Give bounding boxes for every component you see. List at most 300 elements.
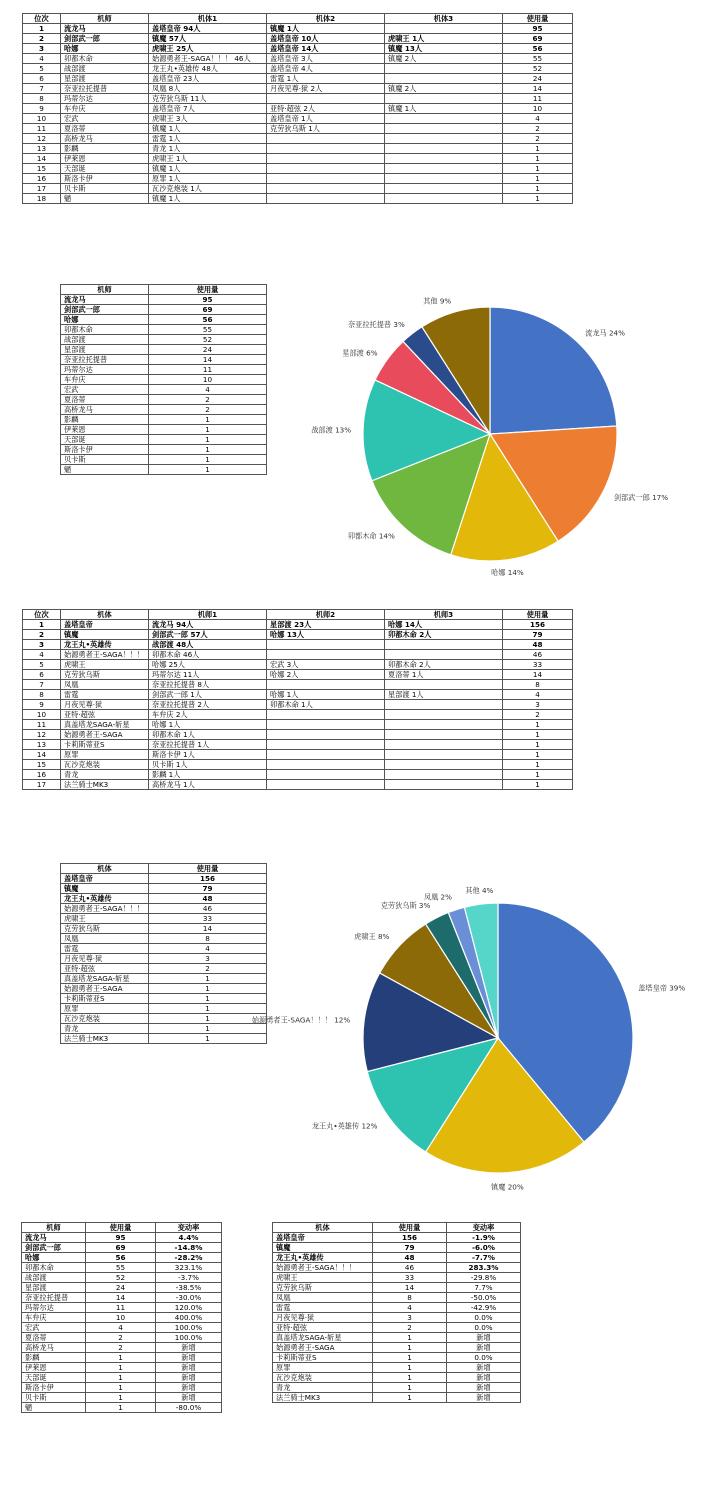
table-row <box>23 134 573 144</box>
table-cell: 56 <box>149 315 267 325</box>
table-cell: 车弁庆 2人 <box>149 710 267 720</box>
table-cell: 法兰骑士MK3 <box>61 780 149 790</box>
table-row <box>23 720 573 730</box>
pilot-usage-pie-chart <box>290 280 720 580</box>
table-cell: 2 <box>149 405 267 415</box>
table-cell: 瓦沙克炮装 1人 <box>149 184 267 194</box>
table-cell: 雷霆 <box>61 690 149 700</box>
table-row <box>23 44 573 54</box>
column-header: 使用量 <box>149 285 267 295</box>
table-row <box>22 1323 222 1333</box>
table-cell: 新增 <box>447 1373 521 1383</box>
table-cell: 始源勇者王-SAGA！！！ <box>61 650 149 660</box>
table-cell: 52 <box>503 64 573 74</box>
table-cell: 盖塔皇帝 94人 <box>149 24 267 34</box>
table-cell: 卯都木命 2人 <box>385 630 503 640</box>
table-cell: 凤凰 <box>61 680 149 690</box>
table-cell: 雷霆 <box>61 944 149 954</box>
table-cell: 6 <box>23 670 61 680</box>
table-cell: -38.5% <box>156 1283 222 1293</box>
table-row <box>61 944 267 954</box>
table-cell: 1 <box>149 1004 267 1014</box>
column-header: 机师2 <box>267 610 385 620</box>
table-cell: 8 <box>373 1293 447 1303</box>
table-cell: 新增 <box>447 1343 521 1353</box>
table-row <box>23 770 573 780</box>
table-row <box>23 700 573 710</box>
table-cell: 青龙 <box>61 1024 149 1034</box>
table-cell: 3 <box>149 954 267 964</box>
table-cell: 18 <box>23 194 61 204</box>
table-row <box>23 780 573 790</box>
pie-data-label: 卯都木命 14% <box>347 531 395 541</box>
table-cell: 剑部武一郎 <box>61 305 149 315</box>
table-row <box>61 914 267 924</box>
table-cell: 盖塔皇帝 23人 <box>149 74 267 84</box>
table-cell: 法兰骑士MK3 <box>273 1393 373 1403</box>
table-cell: 1 <box>86 1373 156 1383</box>
table-cell: 156 <box>373 1233 447 1243</box>
table-row <box>61 315 267 325</box>
table-cell: 8 <box>503 680 573 690</box>
table-cell: -1.9% <box>447 1233 521 1243</box>
table-cell: 原罪 <box>61 1004 149 1014</box>
table-row <box>61 365 267 375</box>
table-cell: 4 <box>86 1323 156 1333</box>
table-cell: 55 <box>149 325 267 335</box>
table-cell: 69 <box>503 34 573 44</box>
table-row <box>61 435 267 445</box>
table-cell: 7 <box>23 680 61 690</box>
table-cell: 流龙马 <box>61 24 149 34</box>
table-cell: 月夜见尊·狱 2人 <box>267 84 385 94</box>
table-cell: 盖塔皇帝 14人 <box>267 44 385 54</box>
table-cell: 52 <box>149 335 267 345</box>
table-cell: 镇魔 1人 <box>149 124 267 134</box>
column-header: 使用量 <box>373 1223 447 1233</box>
table-cell <box>267 94 385 104</box>
table-cell: 车弁庆 <box>22 1313 86 1323</box>
table-cell: 始源勇者王-SAGA！！！ <box>273 1263 373 1273</box>
table-cell: 9 <box>23 104 61 114</box>
table-cell: 120.0% <box>156 1303 222 1313</box>
table-cell: 凤凰 <box>61 934 149 944</box>
pie-data-label: 流龙马 24% <box>585 328 625 338</box>
table-cell: 剑部武一郎 <box>22 1243 86 1253</box>
table-cell <box>385 114 503 124</box>
table-cell: 17 <box>23 184 61 194</box>
table-row <box>23 64 573 74</box>
table-row <box>61 934 267 944</box>
pie-data-label: 战部渡 13% <box>311 425 352 435</box>
table-cell: 克劳狄乌斯 <box>61 924 149 934</box>
table-cell: 奈亚拉托提普 1人 <box>149 740 267 750</box>
table-cell: -28.2% <box>156 1253 222 1263</box>
pie-data-label: 镇魔 20% <box>491 1182 524 1192</box>
table-cell: 14 <box>23 750 61 760</box>
table-cell: 156 <box>503 620 573 630</box>
table-cell <box>385 770 503 780</box>
table-cell: 卯都木命 1人 <box>267 700 385 710</box>
table-cell: 宏武 <box>61 385 149 395</box>
table-cell: 月夜见尊·狱 <box>273 1313 373 1323</box>
table-row <box>22 1303 222 1313</box>
table-cell <box>385 94 503 104</box>
column-header: 机师 <box>22 1223 86 1233</box>
table-cell: 始源勇者王-SAGA <box>273 1343 373 1353</box>
table-cell: 7 <box>23 84 61 94</box>
column-header: 位次 <box>23 610 61 620</box>
table-cell: 影麟 <box>61 144 149 154</box>
table-row <box>273 1253 521 1263</box>
table-cell: 1 <box>373 1343 447 1353</box>
table-cell: 1 <box>86 1363 156 1373</box>
table-row <box>22 1393 222 1403</box>
table-cell: 镇魔 57人 <box>149 34 267 44</box>
table-cell: 1 <box>373 1333 447 1343</box>
table-row <box>23 144 573 154</box>
table-cell <box>385 164 503 174</box>
table-row <box>273 1303 521 1313</box>
table-row <box>61 884 267 894</box>
pie-data-label: 哈娜 14% <box>491 567 524 577</box>
table-cell: 虎啸王 <box>61 914 149 924</box>
table-row <box>23 650 573 660</box>
table-cell: 2 <box>149 395 267 405</box>
table-cell: 哈娜 14人 <box>385 620 503 630</box>
table-cell: 斯洛卡伊 1人 <box>149 750 267 760</box>
table-cell: 56 <box>86 1253 156 1263</box>
table-cell <box>385 650 503 660</box>
table-row <box>273 1323 521 1333</box>
table-cell: 48 <box>149 894 267 904</box>
table-row <box>61 425 267 435</box>
table-cell: 车弁庆 <box>61 104 149 114</box>
table-cell: 宏武 <box>22 1323 86 1333</box>
table-row <box>61 1014 267 1024</box>
table-row <box>273 1293 521 1303</box>
table-cell: 100.0% <box>156 1333 222 1343</box>
table-row <box>273 1383 521 1393</box>
table-cell: 雷霆 1人 <box>267 74 385 84</box>
table-cell <box>385 144 503 154</box>
table-cell: 95 <box>149 295 267 305</box>
table-cell: 8 <box>23 690 61 700</box>
table-row <box>23 164 573 174</box>
table-cell <box>267 740 385 750</box>
pie-data-label: 凤凰 2% <box>423 892 452 902</box>
table-cell: 镇魔 1人 <box>149 164 267 174</box>
table-cell: 24 <box>149 345 267 355</box>
pie-data-label: 其他 9% <box>423 296 452 306</box>
table-cell <box>267 770 385 780</box>
table-cell <box>267 184 385 194</box>
table-cell: 5 <box>23 64 61 74</box>
table-cell: 1 <box>503 760 573 770</box>
table-cell: 镇魔 <box>273 1243 373 1253</box>
pie-data-label: 龙王丸•英雄传 12% <box>311 1121 378 1131</box>
table-cell: 玛蒂尔达 <box>61 365 149 375</box>
table-cell: 天部诞 <box>61 435 149 445</box>
table-cell: 1 <box>373 1393 447 1403</box>
table-cell <box>267 194 385 204</box>
table-cell: 3 <box>503 700 573 710</box>
table-cell <box>267 730 385 740</box>
table-cell: 156 <box>149 874 267 884</box>
table-cell: 1 <box>503 770 573 780</box>
table-cell: 瓦沙克炮装 <box>61 760 149 770</box>
table-cell: 323.1% <box>156 1263 222 1273</box>
table-cell: 盖塔皇帝 4人 <box>267 64 385 74</box>
table-cell: 2 <box>23 34 61 44</box>
table-cell: 凤凰 <box>273 1293 373 1303</box>
table-row <box>273 1393 521 1403</box>
column-header: 机体1 <box>149 14 267 24</box>
table-cell: 伊莱恩 <box>22 1363 86 1373</box>
table-row <box>23 154 573 164</box>
table-cell: 7.7% <box>447 1283 521 1293</box>
table-cell: 亚特·超弦 <box>61 710 149 720</box>
pie-data-label: 剑部武一郎 17% <box>613 493 669 503</box>
table-row <box>61 994 267 1004</box>
table-cell: 新增 <box>447 1393 521 1403</box>
table-cell <box>385 24 503 34</box>
table-cell: 4 <box>149 385 267 395</box>
table-cell: 玛蒂尔达 <box>61 94 149 104</box>
table-cell: 9 <box>23 700 61 710</box>
table-row <box>23 740 573 750</box>
table-cell: 高桥龙马 <box>61 134 149 144</box>
table-row <box>23 184 573 194</box>
table-cell: 10 <box>503 104 573 114</box>
table-cell: 新增 <box>447 1363 521 1373</box>
table-cell <box>385 710 503 720</box>
pie-data-label: 克劳狄乌斯 3% <box>380 901 431 911</box>
table-cell: 14 <box>503 84 573 94</box>
table-cell: 14 <box>149 355 267 365</box>
table-row <box>23 194 573 204</box>
table-cell: 0.0% <box>447 1323 521 1333</box>
table-cell: 亚特·超弦 <box>273 1323 373 1333</box>
table-cell <box>385 640 503 650</box>
table-cell: 始源勇者王-SAGA！！！ 46人 <box>149 54 267 64</box>
table-cell: 宏武 <box>61 114 149 124</box>
table-cell: 夏洛蒂 <box>61 395 149 405</box>
column-header: 变动率 <box>447 1223 521 1233</box>
table-row <box>22 1293 222 1303</box>
table-cell: 1 <box>373 1353 447 1363</box>
table-cell: 14 <box>86 1293 156 1303</box>
pie-data-label: 奈亚拉托提普 3% <box>347 320 405 330</box>
table-cell: 盖塔皇帝 <box>273 1233 373 1243</box>
table-cell: 13 <box>23 144 61 154</box>
table-cell: 凤凰 8人 <box>149 84 267 94</box>
table-cell: 12 <box>23 730 61 740</box>
table-cell: 69 <box>149 305 267 315</box>
table-cell: 月夜见尊·狱 <box>61 954 149 964</box>
table-row <box>61 325 267 335</box>
table-cell: 新增 <box>447 1333 521 1343</box>
table-cell <box>385 154 503 164</box>
table-cell: 奈亚拉托提普 <box>22 1293 86 1303</box>
table-cell: 10 <box>23 710 61 720</box>
table-cell: 新增 <box>447 1383 521 1393</box>
table-cell: 魈 <box>22 1403 86 1413</box>
table-cell: 11 <box>86 1303 156 1313</box>
table-cell: 1 <box>86 1383 156 1393</box>
table-cell: 79 <box>503 630 573 640</box>
table-cell: 1 <box>23 24 61 34</box>
table-cell: 镇魔 <box>61 630 149 640</box>
table-row <box>23 620 573 630</box>
pie-data-label: 虎啸王 8% <box>354 932 390 942</box>
table-row <box>23 104 573 114</box>
table-cell: 2 <box>503 124 573 134</box>
table-row <box>273 1233 521 1243</box>
table-row <box>23 710 573 720</box>
header-row <box>273 1223 521 1233</box>
table-cell: 1 <box>503 730 573 740</box>
table-cell: 亚特·超弦 <box>61 964 149 974</box>
table-cell: 月夜见尊·狱 <box>61 700 149 710</box>
table-cell: 1 <box>149 1034 267 1044</box>
table-row <box>61 355 267 365</box>
table-cell: 龙王丸•英雄传 <box>61 640 149 650</box>
table-cell: 400.0% <box>156 1313 222 1323</box>
table-cell: 11 <box>503 94 573 104</box>
table-cell: 青龙 <box>273 1383 373 1393</box>
column-header: 变动率 <box>156 1223 222 1233</box>
table-cell: 真盖塔龙SAGA-斩星 <box>61 720 149 730</box>
table-row <box>22 1253 222 1263</box>
table-cell: 卡莉斯蒂亚S <box>61 994 149 1004</box>
table-cell: 55 <box>503 54 573 64</box>
table-cell: 0.0% <box>447 1313 521 1323</box>
table-cell <box>267 750 385 760</box>
table-cell: 镇魔 1人 <box>149 194 267 204</box>
table-cell: 奈亚拉托提普 2人 <box>149 700 267 710</box>
table-row <box>273 1283 521 1293</box>
table-cell: 1 <box>149 1024 267 1034</box>
column-header: 机师1 <box>149 610 267 620</box>
table-row <box>23 174 573 184</box>
table-cell: 原罪 1人 <box>149 174 267 184</box>
table-row <box>22 1233 222 1243</box>
table-cell <box>385 124 503 134</box>
table-cell <box>267 164 385 174</box>
table-row <box>61 305 267 315</box>
table-cell <box>267 680 385 690</box>
table-cell: 1 <box>503 780 573 790</box>
table-cell: 1 <box>373 1383 447 1393</box>
column-header: 位次 <box>23 14 61 24</box>
table-cell: 1 <box>149 425 267 435</box>
table-row <box>22 1283 222 1293</box>
table-row <box>23 84 573 94</box>
column-header: 机体 <box>61 610 149 620</box>
table-cell: 14 <box>149 924 267 934</box>
table-cell: 哈娜 1人 <box>267 690 385 700</box>
table-cell: 8 <box>149 934 267 944</box>
table-cell: 夏洛蒂 <box>61 124 149 134</box>
table-cell: 盖塔皇帝 10人 <box>267 34 385 44</box>
table-cell: 原罪 <box>273 1363 373 1373</box>
pie-slice <box>490 307 617 434</box>
table-cell: 新增 <box>156 1343 222 1353</box>
table-cell: 1 <box>373 1363 447 1373</box>
table-cell: 虎啸王 3人 <box>149 114 267 124</box>
table-cell: 魈 <box>61 465 149 475</box>
table-row <box>23 750 573 760</box>
table-row <box>273 1243 521 1253</box>
table-cell: 10 <box>86 1313 156 1323</box>
table-row <box>22 1333 222 1343</box>
table-cell: 17 <box>23 780 61 790</box>
column-header: 机师 <box>61 285 149 295</box>
table-row <box>61 455 267 465</box>
table-cell: 斯洛卡伊 <box>61 174 149 184</box>
table-cell: 哈娜 1人 <box>149 720 267 730</box>
table-cell: 亚特·超弦 2人 <box>267 104 385 114</box>
table-cell <box>385 750 503 760</box>
table-cell: 4 <box>23 54 61 64</box>
table-row <box>61 964 267 974</box>
table-row <box>61 984 267 994</box>
table-row <box>23 34 573 44</box>
table-row <box>61 1004 267 1014</box>
table-cell: 33 <box>373 1273 447 1283</box>
table-cell <box>385 134 503 144</box>
table-cell: 1 <box>503 144 573 154</box>
table-cell: 95 <box>86 1233 156 1243</box>
table-cell: 镇魔 1人 <box>385 104 503 114</box>
table-cell: 瓦沙克炮装 <box>61 1014 149 1024</box>
table-cell: 1 <box>149 445 267 455</box>
column-header: 机体 <box>273 1223 373 1233</box>
column-header: 机体2 <box>267 14 385 24</box>
table-cell: 盖塔皇帝 7人 <box>149 104 267 114</box>
table-row <box>23 630 573 640</box>
table-cell: -6.0% <box>447 1243 521 1253</box>
table-cell <box>385 780 503 790</box>
table-cell: 15 <box>23 760 61 770</box>
table-row <box>273 1343 521 1353</box>
table-cell: 4 <box>503 114 573 124</box>
table-cell: 战部渡 <box>22 1273 86 1283</box>
table-cell: 盖塔皇帝 <box>61 874 149 884</box>
table-row <box>61 954 267 964</box>
table-cell: 3 <box>23 640 61 650</box>
table-cell: 哈娜 <box>61 315 149 325</box>
table-row <box>22 1243 222 1253</box>
table-cell <box>267 154 385 164</box>
mecha-ranking-table <box>22 609 573 790</box>
table-cell: 14 <box>23 154 61 164</box>
table-cell: 16 <box>23 174 61 184</box>
table-cell <box>267 710 385 720</box>
table-row <box>22 1383 222 1393</box>
table-cell: 贝卡斯 <box>61 455 149 465</box>
table-cell: 镇魔 2人 <box>385 54 503 64</box>
column-header: 使用量 <box>503 14 573 24</box>
table-row <box>22 1343 222 1353</box>
table-cell: 克劳狄乌斯 11人 <box>149 94 267 104</box>
table-cell: 1 <box>23 620 61 630</box>
table-cell: 10 <box>23 114 61 124</box>
table-cell: 奈亚拉托提普 8人 <box>149 680 267 690</box>
pie-data-label: 始源勇者王-SAGA！！！ 12% <box>251 1015 351 1025</box>
table-cell: 瓦沙克炮装 <box>273 1373 373 1383</box>
